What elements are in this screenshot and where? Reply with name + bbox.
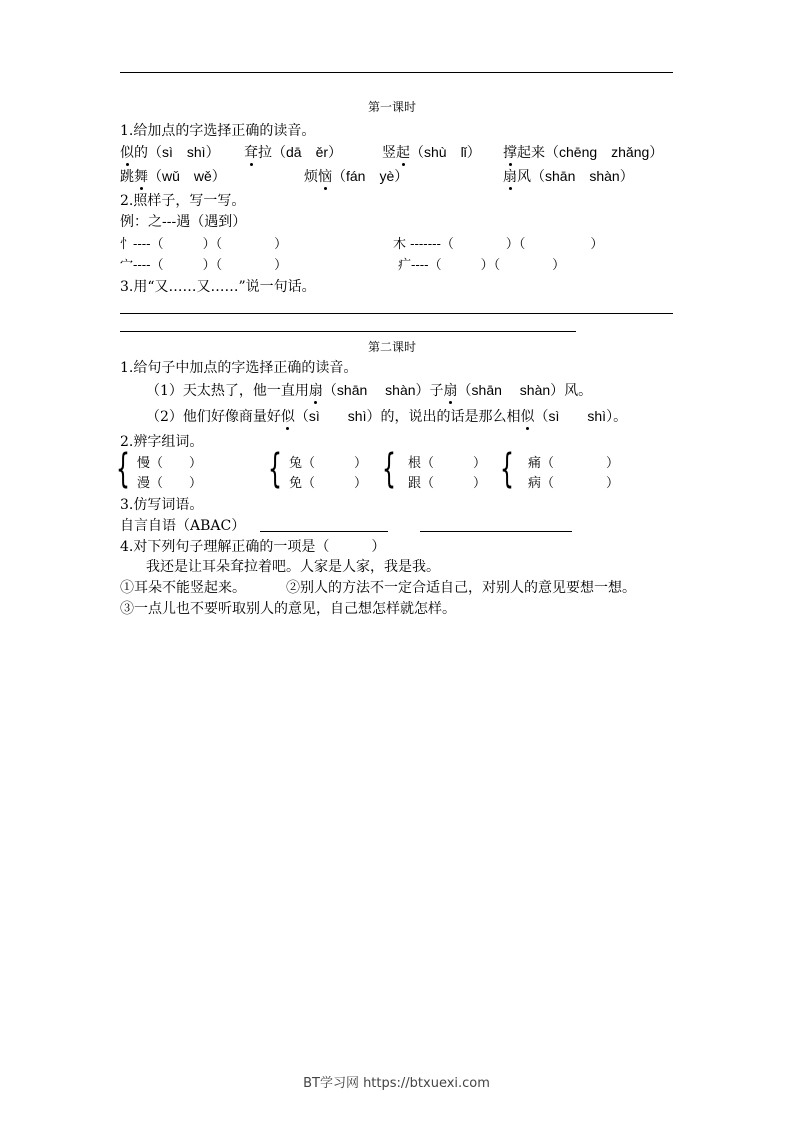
l2-q3-prompt: 3.仿写词语。 — [120, 497, 204, 513]
answer-blank — [420, 531, 572, 532]
dotted-char: 舞 — [134, 166, 148, 186]
l1-q1-row1-item2: 耷拉（dā ěr） — [244, 144, 343, 161]
word-group-2-b: 免（ ） — [289, 476, 368, 491]
dotted-char: 扇 — [444, 380, 458, 400]
dotted-char: 似 — [281, 406, 295, 426]
word-group-3-a: 根（ ） — [408, 456, 487, 471]
l2-q4-sentence: 我还是让耳朵耷拉着吧。人家是人家，我是我。 — [146, 559, 440, 575]
dotted-char: 恼 — [318, 166, 332, 186]
l2-q1-sentence1: （1）天太热了，他一直用扇（shān shàn）子扇（shān shàn）风。 — [146, 382, 593, 399]
l1-q2-item3: 宀----（ ）（ ） — [120, 258, 288, 273]
word-group-3-b: 跟（ ） — [408, 476, 487, 491]
dotted-char: 扇 — [309, 380, 323, 400]
l2-q4-option1: ①耳朵不能竖起来。 — [120, 580, 246, 596]
word-group-4-a: 痛（ ） — [528, 456, 620, 471]
l2-q2-prompt: 2.辨字组词。 — [120, 434, 204, 450]
l1-q1-row2-item1: 跳舞（wǔ wě） — [120, 168, 226, 185]
lesson1-title: 第一课时 — [368, 100, 417, 114]
brace: { — [268, 446, 282, 492]
l2-q4-option2: ②别人的方法不一定合适自己，对别人的意见要想一想。 — [286, 580, 636, 596]
brace: { — [382, 446, 396, 492]
l1-q2-item4: 疒----（ ）（ ） — [398, 258, 566, 273]
lesson2-title: 第二课时 — [368, 340, 417, 354]
l1-q2-prompt: 2.照样子，写一写。 — [120, 193, 246, 209]
header-rule — [120, 72, 673, 73]
l2-q4-option3: ③一点儿也不要听取别人的意见，自己想怎样就怎样。 — [120, 601, 456, 617]
answer-line — [120, 313, 673, 314]
l1-q2-example: 例：之---遇（遇到） — [120, 214, 247, 230]
dotted-char: 扇 — [503, 166, 517, 186]
brace: { — [116, 446, 130, 492]
footer-watermark: BT学习网 https://btxuexi.com — [303, 1076, 490, 1091]
answer-blank — [260, 531, 388, 532]
l1-q1-row1-item4: 撑起来（chēng zhǎng） — [503, 144, 664, 161]
l2-q1-sentence2: （2）他们好像商量好似（sì shì）的，说出的话是那么相似（sì shì）。 — [146, 408, 628, 425]
dotted-char: 撑 — [503, 142, 517, 162]
word-group-2-a: 兔（ ） — [289, 456, 368, 471]
l1-q1-row1-item1: 似的（sì shì） — [120, 144, 220, 161]
dotted-char: 似 — [120, 142, 134, 162]
l1-q3-prompt: 3.用“又……又……”说一句话。 — [120, 279, 316, 295]
l1-q2-item2: 木 -------（ ）（ ） — [393, 237, 604, 252]
dotted-char: 似 — [521, 406, 535, 426]
word-group-1-b: 漫（ ） — [137, 476, 203, 491]
answer-line — [120, 331, 576, 332]
l2-q4-prompt: 4.对下列句子理解正确的一项是（ ） — [120, 539, 386, 555]
dotted-char: 耷 — [244, 142, 258, 162]
brace: { — [500, 446, 514, 492]
dotted-char: 起 — [396, 142, 410, 162]
l1-q1-row1-item3: 竖起（shù lǐ） — [382, 144, 481, 161]
word-group-1-a: 慢（ ） — [137, 456, 203, 471]
l1-q1-row2-item2: 烦恼（fán yè） — [304, 168, 409, 185]
l1-q1-row2-item3: 扇风（shān shàn） — [503, 168, 634, 185]
l2-q3-label: 自言自语（ABAC） — [120, 518, 246, 534]
l1-q2-item1: 忄----（ ）（ ） — [120, 237, 288, 252]
word-group-4-b: 病（ ） — [528, 476, 620, 491]
l2-q1-prompt: 1.给句子中加点的字选择正确的读音。 — [120, 360, 358, 376]
l1-q1-prompt: 1.给加点的字选择正确的读音。 — [120, 123, 316, 139]
